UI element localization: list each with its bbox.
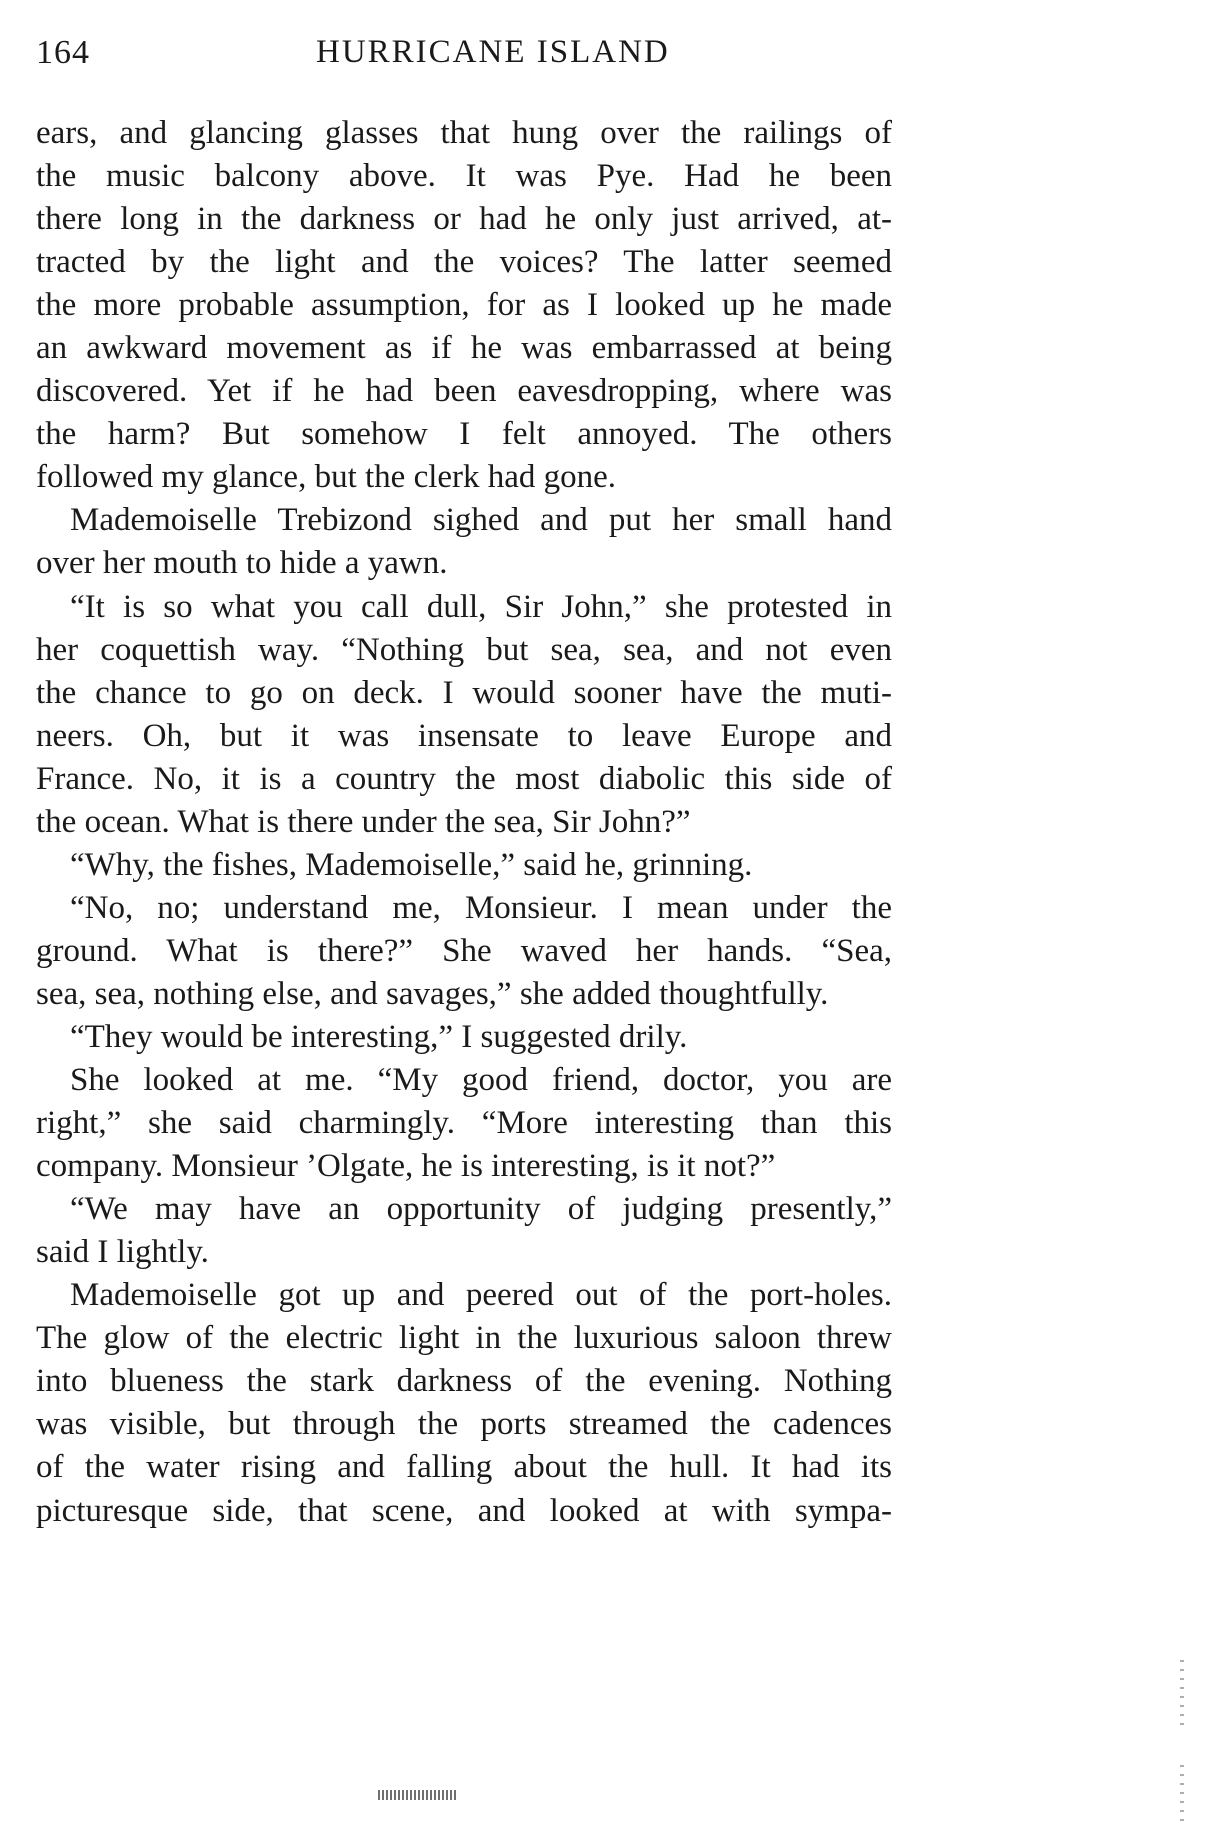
text-line: the harm? But somehow I felt annoyed. The others (36, 416, 892, 453)
text-line: “Why, the fishes, Mademoiselle,” said he, grinning. (70, 846, 753, 883)
text-line: sea, sea, nothing else, and savages,” she added thoughtfully. (36, 975, 829, 1012)
text-line: the chance to go on deck. I would sooner have the muti- (36, 674, 892, 711)
text-line: an awkward movement as if he was embarrassed at being (36, 330, 892, 367)
text-line: picturesque side, that scene, and looked at with sympa- (36, 1492, 892, 1529)
text-line: over her mouth to hide a yawn. (36, 545, 448, 582)
text-line: her coquettish way. “Nothing but sea, sea, and not even (36, 631, 892, 668)
page-number: 164 (36, 34, 90, 71)
text-line: the music balcony above. It was Pye. Had he been (36, 158, 892, 195)
body-text (36, 112, 892, 1533)
text-line: ears, and glancing glasses that hung over the railings of (36, 115, 892, 151)
text-line: right,” she said charmingly. “More interesting than this (36, 1105, 892, 1142)
text-line: “They would be interesting,” I suggested drily. (70, 1018, 688, 1055)
text-line: She looked at me. “My good friend, doctor, you are (70, 1062, 892, 1099)
text-line: “It is so what you call dull, Sir John,” she protested in (70, 588, 892, 625)
text-line: was visible, but through the ports streamed the cadences (36, 1406, 892, 1443)
paragraph (36, 844, 892, 887)
text-line: The glow of the electric light in the luxurious saloon threw (36, 1320, 892, 1357)
text-line: discovered. Yet if he had been eavesdropping, where was (36, 373, 892, 410)
paragraph (36, 1059, 892, 1188)
paragraph (36, 586, 892, 844)
page-edge-marks-lower (1180, 1765, 1184, 1825)
text-line: “We may have an opportunity of judging presently,” (70, 1191, 892, 1228)
text-line: Mademoiselle Trebizond sighed and put her small hand (70, 502, 892, 539)
paragraph (36, 112, 892, 499)
text-line: there long in the darkness or had he only just arrived, at- (36, 201, 892, 238)
text-line: Mademoiselle got up and peered out of the port-holes. (70, 1277, 892, 1314)
paragraph (36, 1016, 892, 1059)
text-line: the ocean. What is there under the sea, Sir John?” (36, 803, 691, 840)
text-line: of the water rising and falling about the hull. It had its (36, 1449, 892, 1486)
paragraph (36, 887, 892, 1016)
text-line: said I lightly. (36, 1234, 209, 1271)
paragraph (36, 1188, 892, 1274)
text-line: tracted by the light and the voices? The latter seemed (36, 244, 892, 281)
paragraph (36, 1274, 892, 1532)
text-line: the more probable assumption, for as I looked up he made (36, 287, 892, 324)
page-header (36, 34, 892, 84)
paragraph (36, 499, 892, 585)
text-line: followed my glance, but the clerk had gone. (36, 459, 617, 496)
text-line: ground. What is there?” She waved her hands. “Sea, (36, 932, 892, 969)
text-line: “No, no; understand me, Monsieur. I mean under the (70, 889, 892, 926)
page-edge-marks (1180, 1660, 1184, 1730)
running-title: HURRICANE ISLAND (316, 34, 670, 70)
text-line: into blueness the stark darkness of the evening. Nothing (36, 1363, 892, 1400)
text-line: company. Monsieur ’Olgate, he is interesting, is it not?” (36, 1148, 776, 1185)
text-line: neers. Oh, but it was insensate to leave Europe and (36, 717, 892, 754)
printer-mark (378, 1790, 458, 1800)
text-line: France. No, it is a country the most diabolic this side of (36, 760, 892, 797)
